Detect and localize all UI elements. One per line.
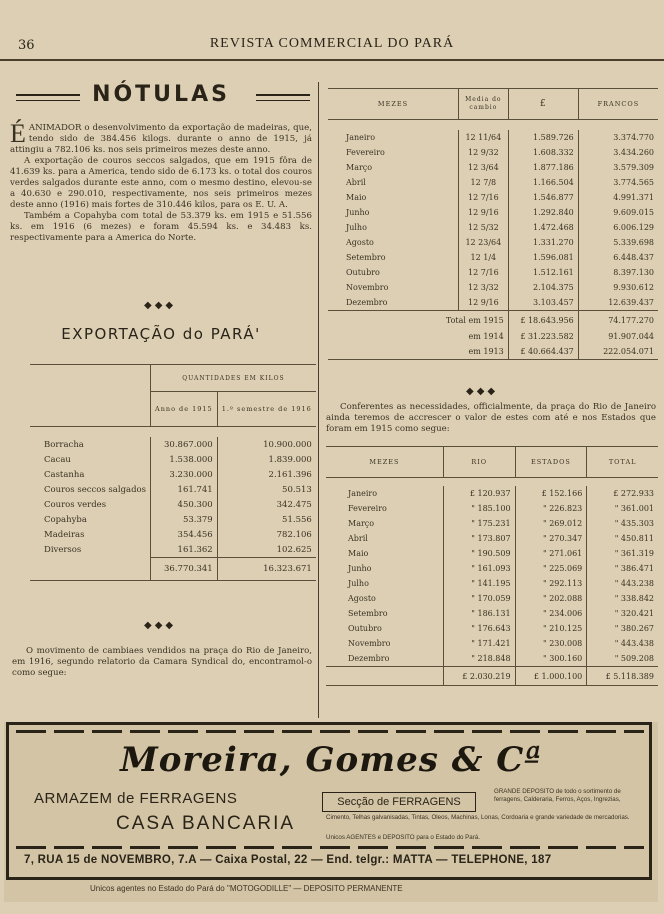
ornament: ◆◆◆	[466, 386, 499, 397]
paragraph-2: A exportação de couros seccos salgados, que em 1915 fôra de 41.639 ks. para a America, tendo sido de 6.173 ks. o total dos couros verdes salgados durante este anno, com o mesmo destino, elevou-se a 40.630 e 290.010, respectivamente, nos seis primeiros mezes deste anno (1916) mais fortes de 310.446 kilos, para os E. U. A.	[10, 156, 312, 210]
table-row: Diversos 161.362 102.625	[30, 542, 316, 558]
table-row: Março 12 3/64 1.877.186 3.579.309	[328, 160, 658, 175]
page-number: 36	[18, 38, 35, 53]
table-row: Janeiro 12 11/64 1.589.726 3.374.770	[328, 130, 658, 145]
ad-desc-1: GRANDE DEPOSITO de todo o sortimento de ferragens, Calderaria, Ferros, Aços, Ingrezias,	[494, 788, 621, 803]
table-row: Cacau 1.538.000 1.839.000	[30, 452, 316, 467]
ad-address: 7, RUA 15 de NOVEMBRO, 7.A — Caixa Postal, 22 — End. telgr.: MATTA — TELEPHONE, 187	[24, 854, 552, 866]
table-row: Fevereiro " 185.100 " 226.823 " 361.001	[326, 501, 658, 516]
table-row: Julho " 141.195 " 292.113 " 443.238	[326, 576, 658, 591]
ad-footer: Unicos agentes no Estado do Pará do "MOTOGODILLE" — DEPOSITO PERMANENTE	[90, 884, 403, 893]
ornament: ◆◆◆	[144, 620, 177, 631]
paragraph-1: ANIMADOR o desenvolvimento da exportação de madeiras, que, tendo sido de 384.456 kilogs. durante o anno de 1915, já attingiu a 782.106 ks. nos seis primeiros mezes deste anno.	[10, 123, 312, 155]
table-row: Madeiras 354.456 782.106	[30, 527, 316, 542]
exportacao-total-1915: 36.770.341	[151, 558, 218, 581]
table-row: Abril 12 7/8 1.166.504 3.774.565	[328, 175, 658, 190]
table-row: Copahyba 53.379 51.556	[30, 512, 316, 527]
ad-brand: Moreira, Gomes & Cª	[120, 740, 542, 780]
column-divider	[318, 82, 319, 718]
table-row: Agosto " 170.059 " 202.088 " 338.842	[326, 591, 658, 606]
drop-cap: É	[10, 119, 26, 148]
table-row: Novembro " 171.421 " 230.008 " 443.438	[326, 636, 658, 651]
table-row: Outubro 12 7/16 1.512.161 8.397.130	[328, 265, 658, 280]
table-row: Dezembro 12 9/16 3.103.457 12.639.437	[328, 295, 658, 311]
heading-rule-right	[256, 94, 310, 101]
exportacao-total-1916: 16.323.671	[217, 558, 316, 581]
exportacao-table	[30, 364, 316, 581]
table-row: Agosto 12 23/64 1.331.270 5.339.698	[328, 235, 658, 250]
table-row: Castanha 3.230.000 2.161.396	[30, 467, 316, 482]
table-row: Outubro " 176.643 " 210.125 " 380.267	[326, 621, 658, 636]
notulas-title: NÓTULAS	[92, 82, 230, 107]
journal-title: REVISTA COMMERCIAL DO PARÁ	[209, 36, 455, 51]
notulas-text	[10, 119, 312, 244]
table-row: Junho 12 9/16 1.292.840 9.609.015	[328, 205, 658, 220]
table-row: Borracha 30.867.000 10.900.000	[30, 437, 316, 452]
advertisement	[4, 722, 658, 902]
ad-desc-2: Cimento, Telhas galvanisadas, Tintas, Oleos, Machinas, Lonas, Cordoaria e grande variedade de mercadorias.	[326, 814, 630, 821]
total-row: Total em 1915 £ 18.643.956 74.177.270	[328, 311, 658, 330]
total-row: em 1913 £ 40.664.437 222.054.071	[328, 344, 658, 360]
exportacao-header-top: QUANTIDADES EM KILOS	[151, 365, 316, 392]
total-row: em 1914 £ 31.223.582 91.907.044	[328, 329, 658, 344]
table-row: Junho " 161.093 " 225.069 " 386.471	[326, 561, 658, 576]
ad-desc-3: Unicos AGENTES e DEPOSITO para o Estado do Pará.	[326, 834, 480, 841]
ornament: ◆◆◆	[144, 300, 177, 311]
exportacao-col-1915: Anno de 1915	[151, 392, 218, 427]
ad-casa-bancaria: CASA BANCARIA	[116, 813, 296, 834]
notulas-heading	[8, 84, 314, 114]
bottom-note: O movimento de cambiaes vendidos na praça do Rio de Janeiro, em 1916, segundo relatorio da Camara Syndical do, encontramol-o como segue:	[12, 646, 312, 678]
table-row: Fevereiro 12 9/32 1.608.332 3.434.260	[328, 145, 658, 160]
table-row: Janeiro £ 120.937 £ 152.166 £ 272.933	[326, 486, 658, 501]
table-row: Maio 12 7/16 1.546.877 4.991.371	[328, 190, 658, 205]
cambio-table: MEZES Media do cambio £ FRANCOS Janeiro 12 11/64 1.589.726 3.374.770 Fevereiro 12 9/32 1.608.332 3.434.260 Março 12 3/64 1.877.186 3.579.309 Abril 12 7/8 1.166.504 3.774.565 Maio 12 7/16 1.546.877 4.991.371 Junho 12 9/16 1.292.840 9.609.015 Julho 12 5/32 1.472.468 6.006.129 Agosto 12 23/64 1.331.270 5.339.698 Setembro 12 1/4 1.596.081 6.448.437 Outubro 12 7/16 1.512.161 8.397.130 Novembro 12 3/32 2.104.375 9.930.612 Dezembro 12 9/16 3.103.457 12.639.437 Total em 1915 £ 18.643.956 74.177.270 em 1914 £ 31.223.582 91.907.044 em 1913 £ 40.664.437 222.054.071	[328, 88, 658, 360]
table-row: Setembro " 186.131 " 234.006 " 320.421	[326, 606, 658, 621]
ad-seccao: Secção de FERRAGENS	[322, 792, 476, 812]
table-row: Setembro 12 1/4 1.596.081 6.448.437	[328, 250, 658, 265]
conferencia-text: Conferentes as necessidades, officialmente, da praça do Rio de Janeiro ainda teremos de accrescer o valor de estes com até e nos Estados que foram em 1915 como segue:	[326, 402, 656, 434]
total-row: £ 2.030.219 £ 1.000.100 £ 5.118.389	[326, 667, 658, 686]
table-row: Dezembro " 218.848 " 300.160 " 509.208	[326, 651, 658, 667]
table-row: Novembro 12 3/32 2.104.375 9.930.612	[328, 280, 658, 295]
estados-table: MEZES RIO ESTADOS TOTAL Janeiro £ 120.937 £ 152.166 £ 272.933 Fevereiro " 185.100 " 226.823 " 361.001 Março " 175.231 " 269.012 " 435.303 Abril " 173.807 " 270.347 " 450.811 Maio " 190.509 " 271.061 " 361.319 Junho " 161.093 " 225.069 " 386.471 Julho " 141.195 " 292.113 " 443.238 Agosto " 170.059 " 202.088 " 338.842 Setembro " 186.131 " 234.006 " 320.421 Outubro " 176.643 " 210.125 " 380.267 Novembro " 171.421 " 230.008 " 443.438 Dezembro " 218.848 " 300.160 " 509.208 £ 2.030.219 £ 1.000.100 £ 5.118.389	[326, 446, 658, 686]
table-row: Julho 12 5/32 1.472.468 6.006.129	[328, 220, 658, 235]
ad-armazem: ARMAZEM de FERRAGENS	[34, 790, 238, 807]
table-row: Couros seccos salgados 161.741 50.513	[30, 482, 316, 497]
exportacao-col-1916: 1.º semestre de 1916	[217, 392, 316, 427]
table-row: Couros verdes 450.300 342.475	[30, 497, 316, 512]
table-row: Maio " 190.509 " 271.061 " 361.319	[326, 546, 658, 561]
paragraph-3: Também a Copahyba com total de 53.379 ks. em 1915 e 51.556 ks. em 1916 (6 mezes) e foram 45.594 ks. e 34.483 ks. respectivamente para a America do Norte.	[10, 211, 312, 243]
exportacao-title: EXPORTAÇÃO do PARÁ'	[61, 325, 261, 343]
ad-border-mid	[16, 846, 644, 849]
table-row: Março " 175.231 " 269.012 " 435.303	[326, 516, 658, 531]
header-rule	[0, 59, 664, 61]
page-header	[0, 36, 664, 56]
table-row: Abril " 173.807 " 270.347 " 450.811	[326, 531, 658, 546]
ad-border-top	[16, 730, 644, 733]
